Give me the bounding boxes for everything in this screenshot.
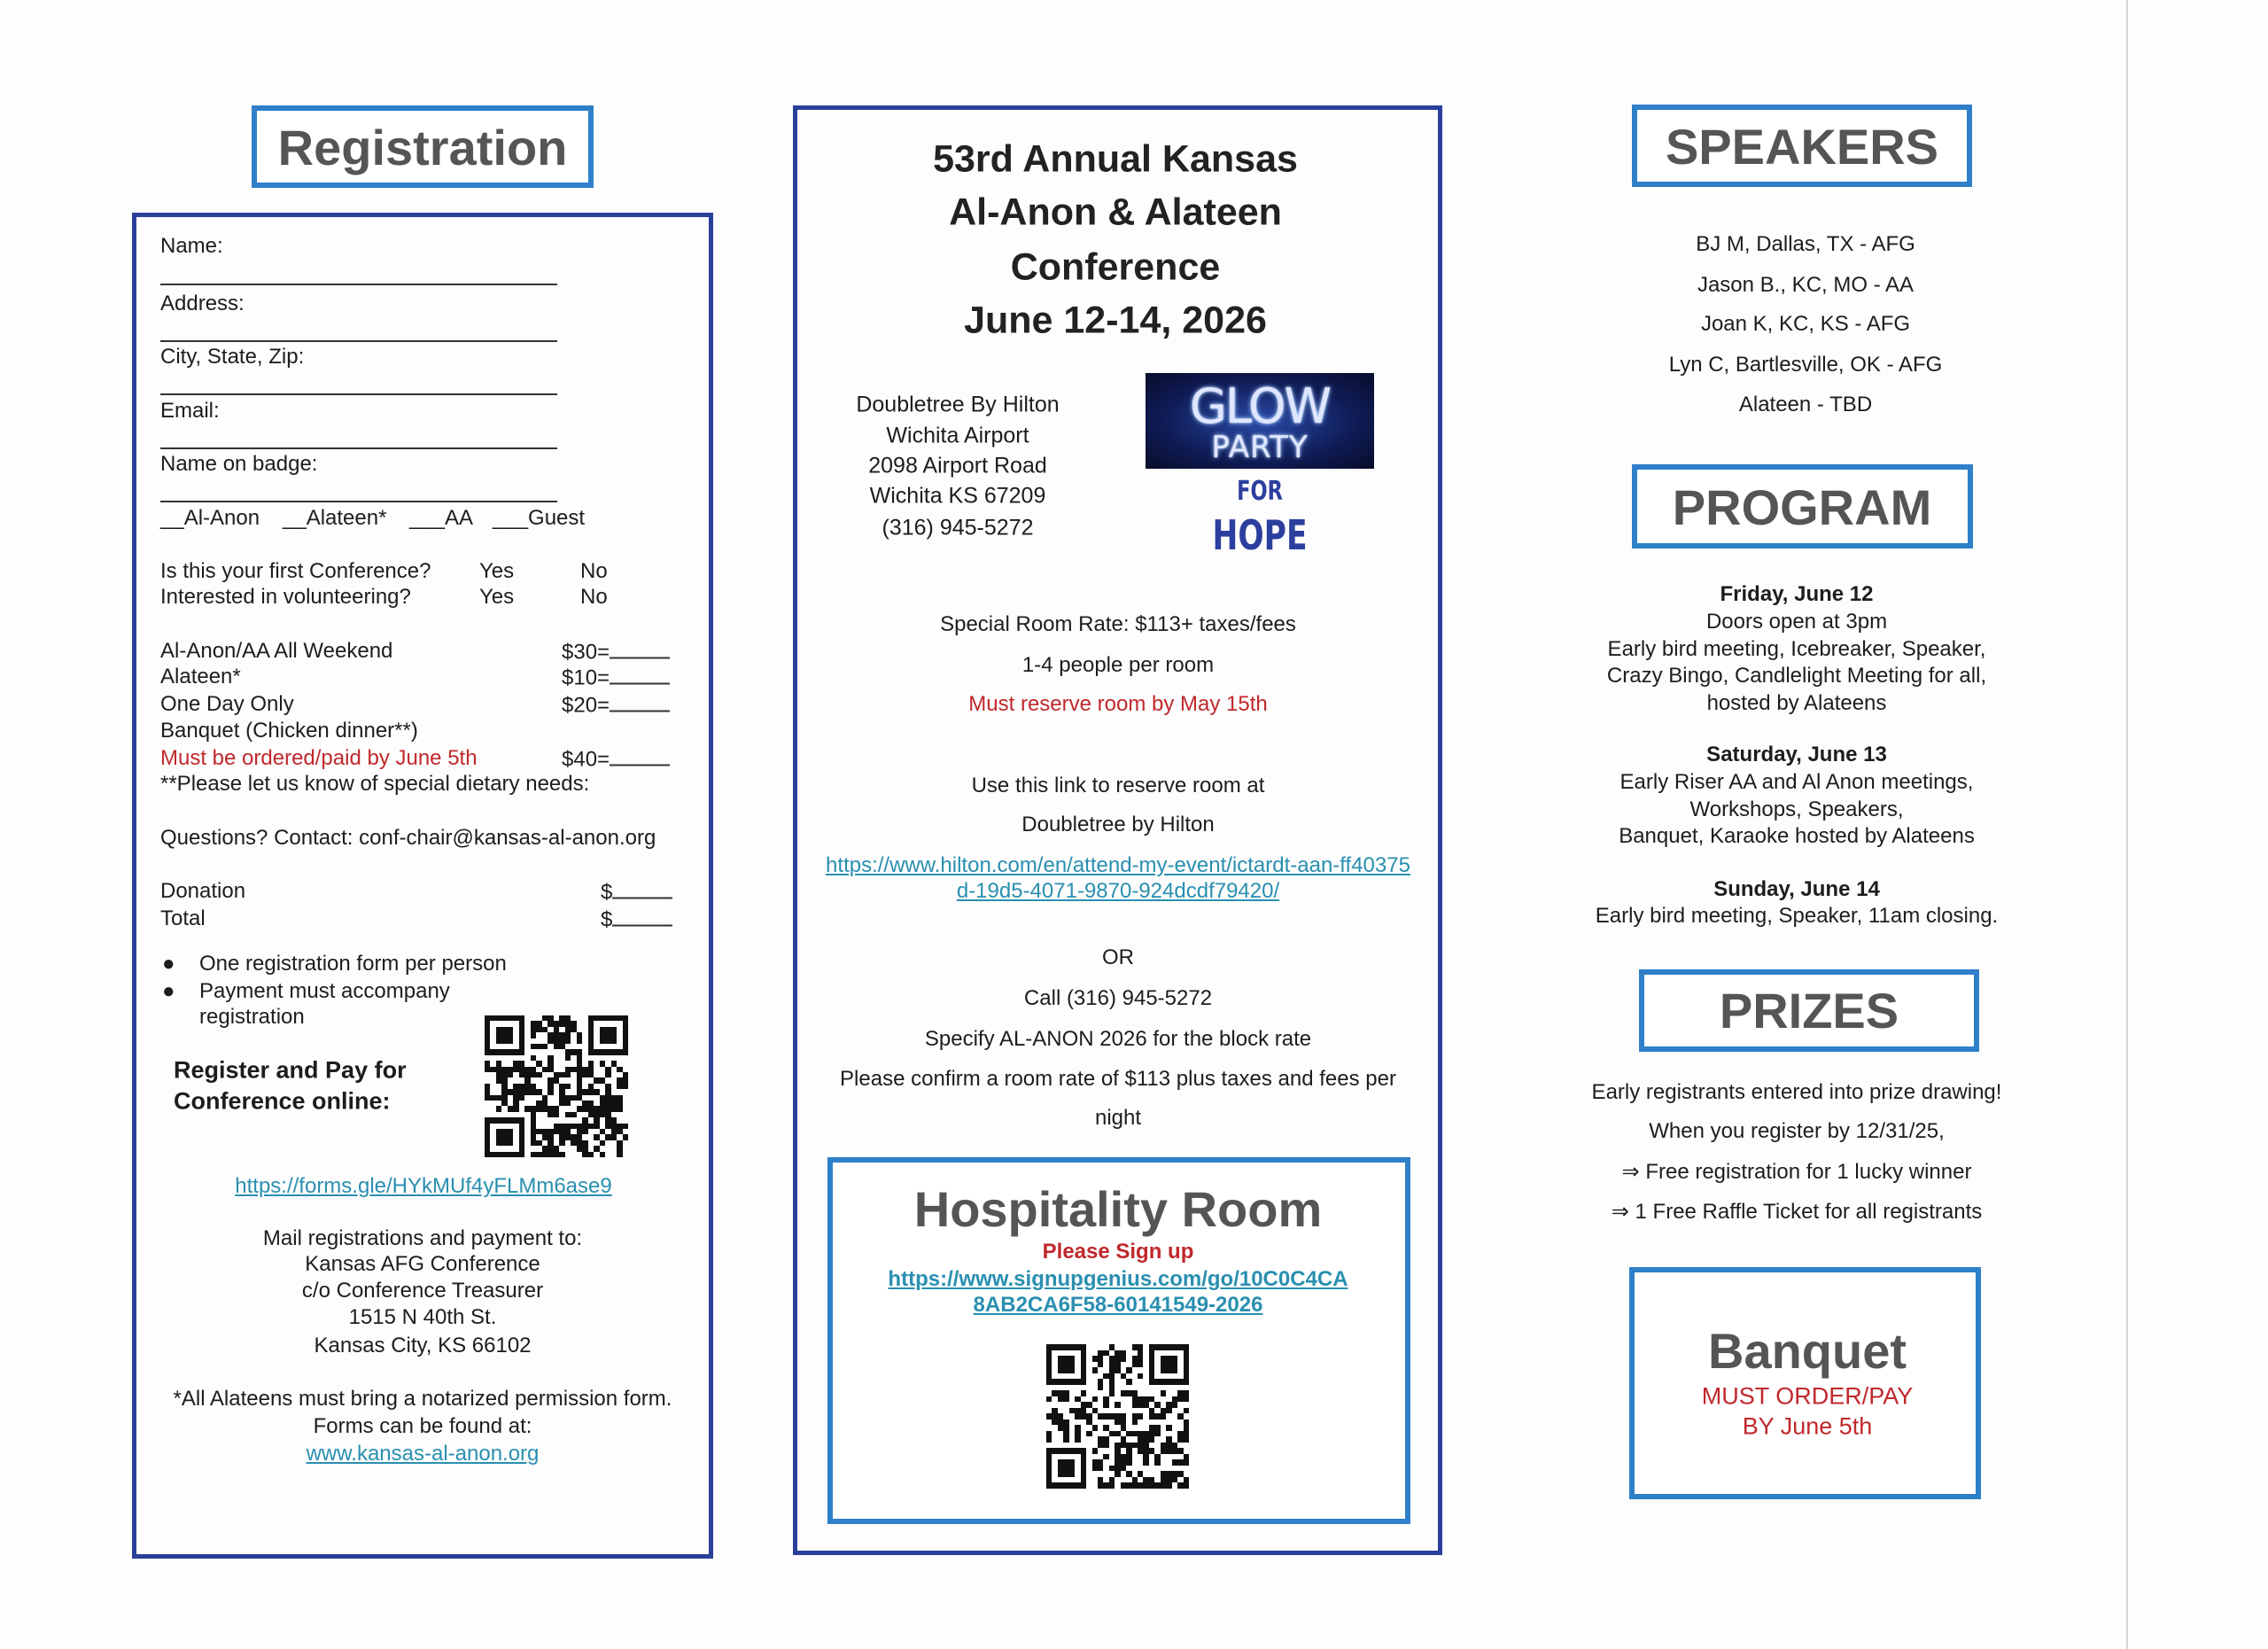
fee-oneday-price[interactable]	[562, 693, 670, 717]
program-line: Crazy Bingo, Candlelight Meeting for all,	[1606, 664, 1987, 688]
reserve-deadline: Must reserve room by May 15th	[968, 692, 1268, 716]
bullet-one-form: One registration form per person	[199, 952, 507, 976]
mail-line-4: 1515 N 40th St.	[348, 1305, 497, 1329]
fee-blank[interactable]	[610, 747, 670, 766]
fee-weekend-label: Al-Anon/AA All Weekend	[160, 639, 393, 663]
mail-line-3: c/o Conference Treasurer	[301, 1279, 544, 1303]
first-conference-no[interactable]: No	[580, 559, 608, 583]
fee-blank[interactable]	[610, 640, 670, 659]
banquet-fee-note: Must be ordered/paid by June 5th	[160, 746, 478, 770]
member-type-guest[interactable]: ___Guest	[493, 506, 586, 530]
hotel-phone: (316) 945-5272	[882, 515, 1034, 541]
bullet-payment: Payment must accompany	[199, 979, 450, 1003]
mail-line-5: Kansas City, KS 66102	[314, 1334, 532, 1357]
hotel-line-4: Wichita KS 67209	[869, 483, 1046, 509]
member-type-alateen[interactable]: __Alateen*	[283, 506, 387, 530]
fee-alateen-label: Alateen*	[160, 665, 241, 688]
link-intro-1: Use this link to reserve room at	[971, 774, 1265, 797]
hotel-line-2: Wichita Airport	[886, 423, 1029, 448]
speakers-title: SPEAKERS	[1665, 119, 1939, 175]
call-line: Call (316) 945-5272	[1023, 986, 1213, 1010]
qr-module	[1184, 1482, 1189, 1489]
program-line: Banquet, Karaoke hosted by Alateens	[1619, 824, 1975, 848]
fee-blank[interactable]	[610, 693, 670, 712]
dollar-sign: $	[601, 880, 613, 905]
registration-form-link[interactable]: https://forms.gle/HYkMUf4yFLMm6ase9	[235, 1174, 612, 1198]
donation-label: Donation	[160, 879, 246, 903]
member-type-alanon[interactable]: __Al-Anon	[160, 506, 260, 530]
contact-line: Questions? Contact: conf-chair@kansas-al-anon.org	[160, 826, 656, 850]
confirm-line-2: night	[1094, 1106, 1142, 1130]
hilton-link-line-1[interactable]: https://www.hilton.com/en/attend-my-event/ictardt-aan-ff40375	[826, 853, 1410, 877]
field-address-label: Address:	[160, 292, 245, 315]
program-line: Early Riser AA and Al Anon meetings,	[1619, 770, 1974, 794]
page-fold-edge	[2126, 0, 2128, 1649]
fee-alateen-price[interactable]	[562, 665, 670, 689]
first-conference-question: Is this your first Conference?	[160, 559, 431, 583]
confirm-line-1: Please confirm a room rate of $113 plus taxes and fees per	[840, 1067, 1396, 1091]
hospitality-title: Hospitality Room	[913, 1181, 1323, 1237]
program-line: Workshops, Speakers,	[1689, 797, 1904, 821]
block-rate-line: Specify AL-ANON 2026 for the block rate	[924, 1027, 1312, 1051]
speaker-item: BJ M, Dallas, TX - AFG	[1696, 232, 1915, 256]
field-email-label: Email:	[160, 399, 220, 423]
field-city-line[interactable]	[160, 393, 557, 395]
registration-qr-code[interactable]	[485, 1015, 628, 1157]
alateen-note-2: Forms can be found at:	[313, 1414, 532, 1438]
program-day-saturday: Saturday, June 13	[1706, 743, 1887, 766]
volunteer-question: Interested in volunteering?	[160, 585, 411, 609]
program-line: Doors open at 3pm	[1705, 610, 1888, 634]
field-badge-label: Name on badge:	[160, 452, 318, 476]
fee-price: $40=	[562, 747, 610, 772]
banquet-line-2: BY June 5th	[1742, 1412, 1873, 1440]
signup-link-line-2[interactable]: 8AB2CA6F58-60141549-2026	[973, 1293, 1263, 1317]
total-amount[interactable]	[601, 907, 672, 931]
banquet-title: Banquet	[1708, 1323, 1907, 1379]
program-title: PROGRAM	[1672, 479, 1932, 535]
room-occupancy: 1-4 people per room	[1021, 653, 1215, 677]
website-link[interactable]: www.kansas-al-anon.org	[306, 1442, 540, 1466]
program-day-sunday: Sunday, June 14	[1713, 877, 1880, 901]
glow-party-logo	[1146, 373, 1374, 469]
logo-party-text: PARTY	[1211, 430, 1309, 465]
prizes-line: ⇒ Free registration for 1 lucky winner	[1621, 1160, 1972, 1184]
donation-amount[interactable]	[601, 880, 672, 904]
fee-weekend-price[interactable]	[562, 640, 670, 664]
field-email-line[interactable]	[160, 447, 557, 449]
banquet-fee-label: Banquet (Chicken dinner**)	[160, 719, 418, 743]
prizes-line: When you register by 12/31/25,	[1649, 1119, 1945, 1143]
field-name-label: Name:	[160, 234, 223, 258]
mail-line-1: Mail registrations and payment to:	[262, 1226, 583, 1250]
fee-blank[interactable]	[610, 665, 670, 685]
member-type-aa[interactable]: ___AA	[409, 506, 474, 530]
total-blank[interactable]	[612, 907, 672, 927]
donation-blank[interactable]	[612, 880, 672, 899]
conference-dates: June 12-14, 2026	[964, 299, 1267, 342]
total-label: Total	[160, 906, 206, 930]
fee-price: $10=	[562, 665, 610, 690]
dollar-sign: $	[601, 907, 613, 932]
fee-price: $30=	[562, 640, 610, 665]
signup-link-line-1[interactable]: https://www.signupgenius.com/go/10C0C4CA	[888, 1267, 1348, 1291]
logo-hope-text: HOPE	[1212, 511, 1308, 559]
or-text: OR	[1102, 945, 1134, 969]
qr-module	[623, 1152, 628, 1157]
hospitality-signup: Please Sign up	[1042, 1240, 1194, 1264]
prizes-line: ⇒ 1 Free Raffle Ticket for all registrants	[1611, 1200, 1983, 1224]
hilton-link-line-2[interactable]: d-19d5-4071-9870-924dcdf79420/	[956, 879, 1280, 903]
speaker-item: Lyn C, Bartlesville, OK - AFG	[1668, 353, 1943, 377]
speaker-item: Jason B., KC, MO - AA	[1697, 273, 1915, 297]
speaker-item: Alateen - TBD	[1738, 393, 1873, 416]
volunteer-yes[interactable]: Yes	[479, 585, 515, 609]
alateen-note-1: *All Alateens must bring a notarized permission form.	[173, 1387, 672, 1411]
room-rate: Special Room Rate: $113+ taxes/fees	[940, 612, 1296, 636]
conference-title-2: Al-Anon & Alateen	[949, 191, 1282, 234]
program-line: hosted by Alateens	[1706, 691, 1887, 715]
banquet-line-1: MUST ORDER/PAY	[1701, 1382, 1914, 1410]
field-name-line[interactable]	[160, 284, 557, 285]
prizes-title: PRIZES	[1719, 983, 1899, 1038]
first-conference-yes[interactable]: Yes	[479, 559, 515, 583]
hospitality-qr-code[interactable]	[1046, 1344, 1189, 1489]
dietary-note: **Please let us know of special dietary needs:	[160, 772, 590, 796]
speaker-item: Joan K, KC, KS - AFG	[1700, 312, 1911, 336]
conference-title-1: 53rd Annual Kansas	[933, 137, 1298, 181]
bullet-payment-cont: registration	[199, 1005, 305, 1029]
program-day-friday: Friday, June 12	[1720, 582, 1874, 606]
logo-for-text: FOR	[1237, 476, 1283, 507]
program-line: Early bird meeting, Icebreaker, Speaker,	[1607, 637, 1986, 661]
conference-title-3: Conference	[1010, 245, 1221, 289]
program-line: Early bird meeting, Speaker, 11am closing.	[1595, 904, 1999, 928]
field-city-label: City, State, Zip:	[160, 345, 305, 369]
bullet-icon: ●	[162, 979, 175, 1003]
banquet-fee-price[interactable]	[562, 747, 670, 771]
mail-line-2: Kansas AFG Conference	[305, 1252, 540, 1276]
volunteer-no[interactable]: No	[580, 585, 608, 609]
fee-oneday-label: One Day Only	[160, 692, 294, 716]
prizes-line: Early registrants entered into prize drawing!	[1591, 1080, 2002, 1104]
bullet-icon: ●	[162, 952, 175, 976]
hotel-line-3: 2098 Airport Road	[868, 453, 1047, 478]
register-online-line1: Register and Pay for	[174, 1056, 407, 1084]
registration-title: Registration	[277, 120, 568, 175]
register-online-line2: Conference online:	[174, 1087, 391, 1115]
link-intro-2: Doubletree by Hilton	[1021, 813, 1215, 836]
hotel-line-1: Doubletree By Hilton	[856, 392, 1060, 417]
logo-glow-text: GLOW	[1190, 378, 1330, 434]
field-badge-line[interactable]	[160, 501, 557, 502]
fee-price: $20=	[562, 693, 610, 718]
field-address-line[interactable]	[160, 340, 557, 342]
